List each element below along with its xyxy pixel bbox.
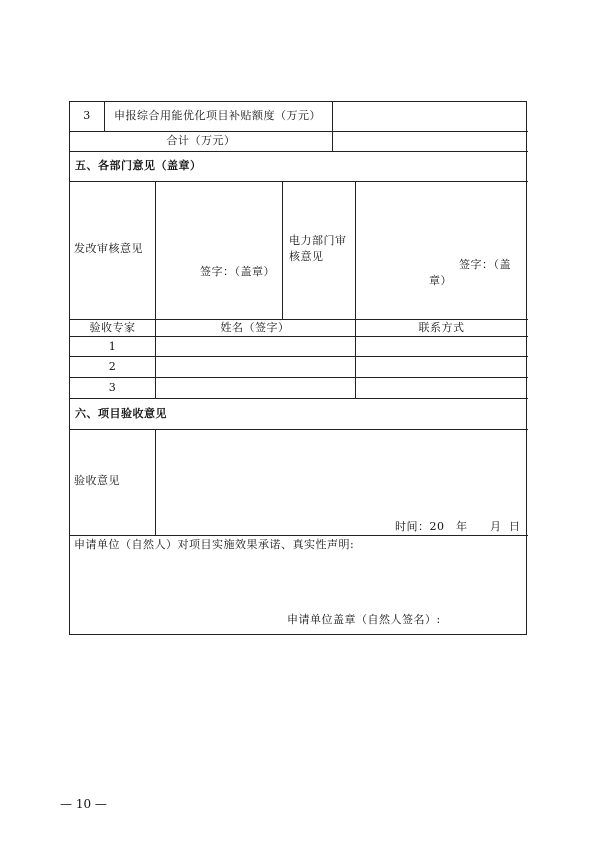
row-divider [70,377,528,378]
acceptance-opinion-label: 验收意见 [74,474,120,487]
power-dept-label-line2: 核意见 [289,250,324,263]
row-divider [70,319,528,320]
seal-label: 申请单位盖章（自然人签名）: [287,613,441,626]
row-divider [70,356,528,357]
col-divider [155,429,156,535]
time-year: 年 [456,520,468,533]
time-day: 日 [509,520,521,533]
col-divider [355,181,356,398]
col-divider [332,102,333,151]
row-divider [70,535,528,536]
row-divider [70,429,528,430]
section6-title: 六、项目验收意见 [75,407,167,420]
name-header: 姓名（签字） [220,321,290,334]
col-divider [104,102,105,131]
power-signature-line2: 章） [429,274,452,287]
expert-row-number: 2 [108,360,117,373]
row-divider [70,131,528,132]
fagai-signature: 签字：（盖章） [200,265,275,278]
fagai-opinion-label: 发改审核意见 [74,242,143,255]
expert-row-number: 3 [108,381,117,394]
page-number: — 10 — [60,797,107,811]
contact-header: 联系方式 [418,321,465,334]
time-month: 月 [490,520,502,533]
power-dept-label-line1: 电力部门审 [289,234,347,247]
experts-header: 验收专家 [89,321,136,334]
section5-title: 五、各部门意见（盖章） [75,159,202,172]
time-label: 时间：20 [395,520,445,533]
declaration-text: 申请单位（自然人）对项目实施效果承诺、真实性声明: [74,538,355,551]
row-divider [70,398,528,399]
row3-label: 申报综合用能优化项目补贴额度（万元） [114,109,321,122]
expert-row-number: 1 [108,340,117,353]
row-divider [70,151,528,152]
col-divider [282,181,283,319]
row3-number: 3 [83,109,91,122]
total-label: 合计（万元） [166,134,236,147]
power-signature-line1: 签字：（盖 [459,258,511,271]
row-divider [70,336,528,337]
col-divider [155,181,156,398]
row-divider [70,181,528,182]
form-table [69,101,527,635]
